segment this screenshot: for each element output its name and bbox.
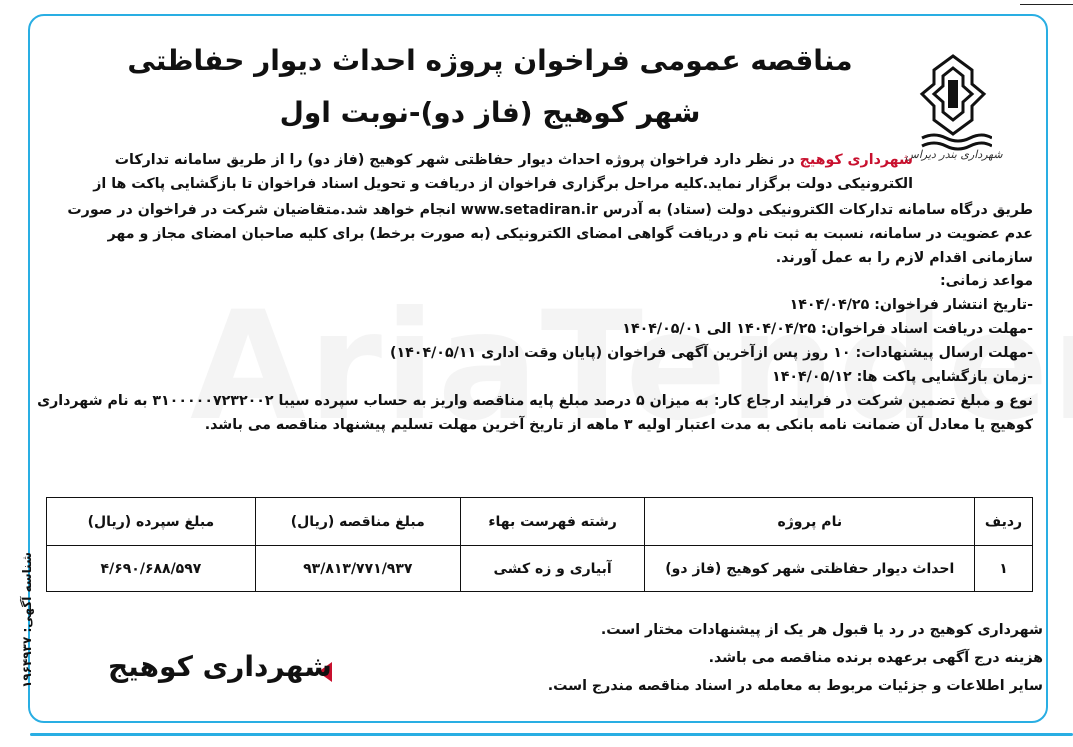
page-title-line1: مناقصه عمومی فراخوان پروژه احداث دیوار حفاظتی (127, 44, 853, 77)
schedule-heading: مواعد زمانی: (939, 273, 1033, 289)
header-deposit-amount: مبلغ سپرده (ریال) (47, 498, 256, 546)
header-row-number: ردیف (975, 498, 1033, 546)
footer-line: شهرداری کوهیج در رد یا قبول هر یک از پیشنهادات مختار است. (600, 622, 1043, 638)
top-rule (1020, 4, 1073, 5)
cell-row-number: ۱ (975, 546, 1033, 592)
footer-line: هزینه درج آگهی برعهده برنده مناقصه می باشد. (708, 650, 1043, 666)
intro-line-1 (115, 152, 913, 168)
intro-line-5: سازمانی اقدام لازم را به عمل آورند. (775, 250, 1033, 266)
logo-caption: شهرداری بندر دیراس (905, 148, 1003, 161)
intro-line-2: الکترونیکی دولت برگزار نماید.کلیه مراحل برگزاری فراخوان از دریافت و تحویل اسناد فراخوان تا بازگشایی پاکت ها از (93, 176, 913, 192)
header-price-category: رشته فهرست بهاء (460, 498, 645, 546)
footer-line: سایر اطلاعات و جزئیات مربوط به معامله در اسناد مناقصه مندرج است. (547, 678, 1043, 694)
intro-line-3 (67, 202, 1033, 218)
header-tender-amount: مبلغ مناقصه (ریال) (255, 498, 460, 546)
organization-name: شهرداری کوهیج (799, 152, 913, 168)
intro-line-1-text: در نظر دارد فراخوان پروژه احداث دیوار حفاظتی شهر کوهیج (فاز دو) را از طریق سامانه تدارکات (114, 152, 795, 168)
schedule-item: -مهلت ارسال پیشنهادات: ۱۰ روز پس ازآخرین آگهی فراخوان (پایان وقت اداری ۱۴۰۴/۰۵/۱۱) (390, 345, 1033, 361)
ad-id (20, 552, 34, 688)
intro-line-3-a: طریق درگاه سامانه تدارکات الکترونیکی دولت (ستاد) به آدرس (602, 202, 1033, 218)
intro-line-4: عدم عضویت در سامانه، نسبت به ثبت نام و دریافت گواهی امضای الکترونیکی (به صورت برخط) برای کلیه صاحبان امضای مجاز و مهر (107, 226, 1033, 242)
cell-project-name: احداث دیوار حفاظتی شهر کوهیج (فاز دو) (645, 546, 975, 592)
municipality-logo-icon (914, 50, 992, 162)
ad-id-label: شناسه آگهی: (20, 552, 34, 633)
municipality-brand: شهرداری کوهیج (108, 650, 332, 683)
guarantee-line-1: نوع و مبلغ تضمین شرکت در فرایند ارجاع کار: به میزان ۵ درصد مبلغ پایه مناقصه واریز به حساب سپرده سیبا ۳۱۰۰۰۰۰۷۲۳۲۰۰۲ به نام شهرداری (37, 393, 1033, 409)
schedule-item: -تاریخ انتشار فراخوان: ۱۴۰۴/۰۴/۲۵ (789, 297, 1033, 313)
header-project-name: نام پروژه (645, 498, 975, 546)
guarantee-line-2: کوهیج یا معادل آن ضمانت نامه بانکی به مدت اعتبار اولیه ۳ ماهه از تاریخ آخرین مهلت تسلیم پیشنهاد مناقصه می باشد. (204, 417, 1033, 433)
setad-url: www.setadiran.ir (460, 202, 598, 218)
table-row (47, 546, 1033, 592)
intro-line-3-b: انجام خواهد شد.متقاضیان شرکت در فراخوان در صورت (67, 202, 456, 218)
table-header-row (47, 498, 1033, 546)
schedule-item: -زمان بازگشایی پاکت ها: ۱۴۰۴/۰۵/۱۲ (772, 369, 1033, 385)
page-title-line2: شهر کوهیج (فاز دو)-نوبت اول (279, 96, 701, 129)
cell-price-category: آبیاری و زه کشی (460, 546, 645, 592)
cell-tender-amount: ۹۳/۸۱۳/۷۷۱/۹۳۷ (255, 546, 460, 592)
bottom-rule (30, 733, 1073, 736)
ad-id-value: ۱۹۶۴۹۳۷ (20, 636, 34, 688)
tender-table (46, 497, 1033, 592)
cell-deposit-amount: ۴/۶۹۰/۶۸۸/۵۹۷ (47, 546, 256, 592)
schedule-item: -مهلت دریافت اسناد فراخوان: ۱۴۰۴/۰۴/۲۵ الی ۱۴۰۴/۰۵/۰۱ (622, 321, 1033, 337)
